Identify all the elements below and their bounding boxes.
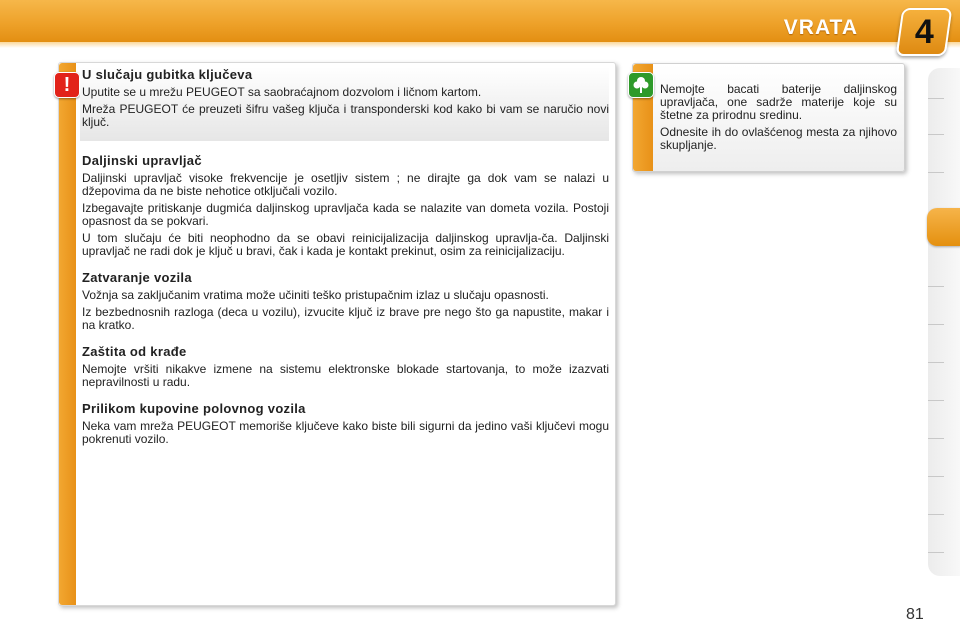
paragraph: Neka vam mreža PEUGEOT memoriše ključeve kako biste bili sigurni da jedino vaši ključevi mogu pokrenuti vozilo.	[82, 419, 609, 446]
paragraph: Mreža PEUGEOT će preuzeti šifru vašeg ključa i transponderski kod kako bi vam se naručio novi ključ.	[82, 102, 609, 129]
paragraph: Uputite se u mrežu PEUGEOT sa saobraćajnom dozvolom i ličnom kartom.	[82, 85, 482, 99]
section-remote-control	[82, 153, 609, 258]
paragraph: U tom slučaju će biti neophodno da se obavi reinicijalizacija daljinskog upravlja-ča. Daljinski upravljač ne radi dok je ključ u bravi, čak i kada je kontakt prekinut, osim za reinicijalizaciju.	[82, 231, 609, 258]
chapter-title: VRATA	[783, 16, 858, 39]
chapter-tabs	[928, 68, 960, 576]
section-used-vehicle	[82, 401, 609, 446]
paragraph: Nemojte vršiti nikakve izmene na sistemu elektronske blokade startovanja, to može izazvati nepravilnosti u radu.	[82, 362, 609, 389]
paragraph: Daljinski upravljač visoke frekvencije je osetljiv sistem ; ne dirajte ga dok vam se nalazi u džepovima da ne biste nehotice otključali vozilo.	[82, 171, 609, 198]
tab-divider	[928, 362, 944, 363]
section-anti-theft	[82, 344, 609, 389]
tab-divider	[928, 98, 944, 99]
leaf-icon-graphic	[629, 73, 653, 97]
paragraph: Vožnja sa zaključanim vratima može učiniti teško pristupačnim izlaz u slučaju opasnosti.	[82, 288, 549, 302]
tab-divider	[928, 552, 944, 553]
main-content	[82, 67, 609, 450]
tab-divider	[928, 286, 944, 287]
section-title: Zaštita od krađe	[82, 344, 187, 359]
page-number: 81	[906, 606, 924, 623]
paragraph: Odnesite ih do ovlašćenog mesta za njihovo skupljanje.	[660, 125, 897, 152]
tab-divider	[928, 438, 944, 439]
section-title: Prilikom kupovine polovnog vozila	[82, 401, 306, 416]
chapter-badge	[896, 8, 953, 56]
main-panel-strip	[59, 63, 76, 605]
environment-note-text	[660, 83, 897, 156]
section-title: Zatvaranje vozila	[82, 270, 192, 285]
section-lost-keys	[80, 67, 609, 141]
header-shadow	[0, 42, 960, 48]
tab-chapter-active[interactable]	[927, 208, 960, 246]
tab-divider	[928, 134, 944, 135]
leaf-icon	[628, 72, 654, 98]
tab-divider	[928, 324, 944, 325]
section-title: Daljinski upravljač	[82, 153, 202, 168]
tab-divider	[928, 514, 944, 515]
chapter-number: 4	[914, 12, 934, 51]
paragraph: Izbegavajte pritiskanje dugmića daljinskog upravljača kada se nalazite van dometa vozila. Postoji opasnost da se pokvari.	[82, 201, 609, 228]
tab-divider	[928, 476, 944, 477]
paragraph: Iz bezbednosnih razloga (deca u vozilu), izvucite ključ iz brave pre nego što ga napustite, makar i na kratko.	[82, 305, 609, 332]
warning-icon: !	[54, 72, 80, 98]
tab-divider	[928, 172, 944, 173]
section-title: U slučaju gubitka ključeva	[82, 67, 253, 82]
tab-divider	[928, 400, 944, 401]
paragraph: Nemojte bacati baterije daljinskog upravljača, one sadrže materije koje su štetne za prirodnu sredinu.	[660, 82, 897, 122]
section-locking-vehicle	[82, 270, 609, 332]
